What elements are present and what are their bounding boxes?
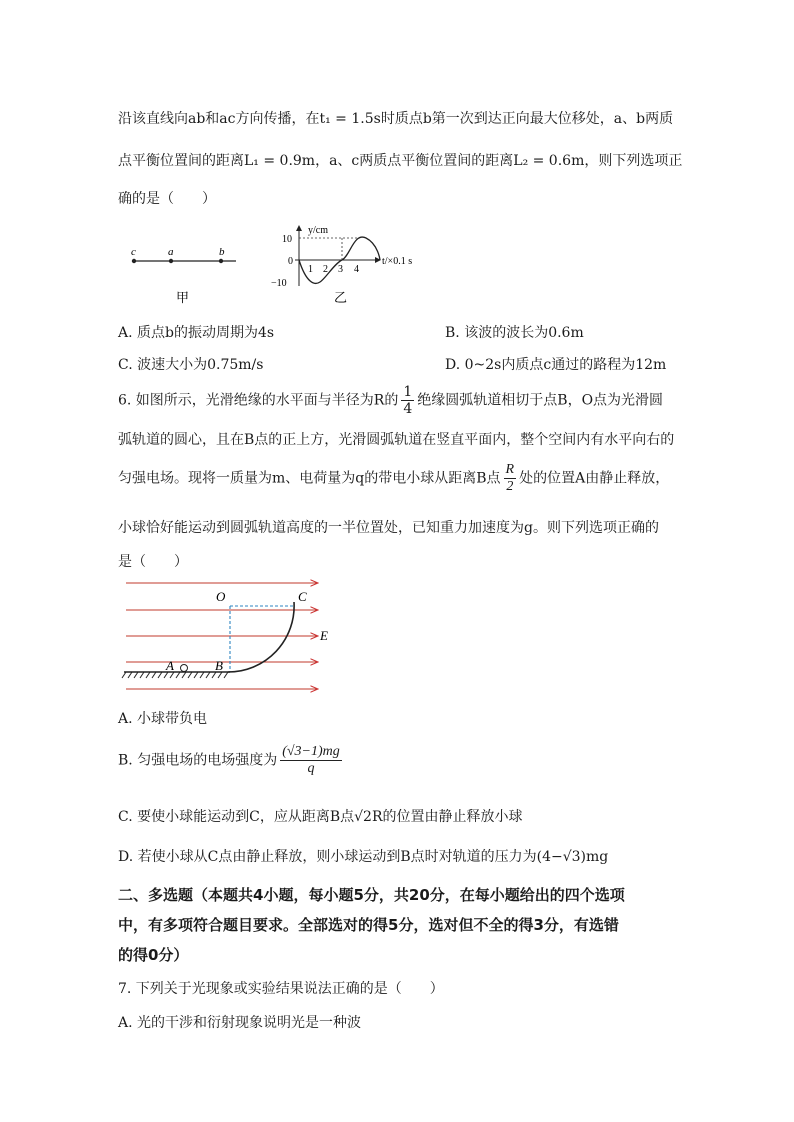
q6-option-d: D. 若使小球从C点由静止释放，则小球运动到B点时对轨道的压力为(4−√3)mg — [118, 849, 609, 865]
q5-option-b: B. 该波的波长为0.6m — [445, 325, 584, 341]
q6-line1-pre: 6. 如图所示，光滑绝缘的水平面与半径为R的 — [118, 392, 399, 409]
q6-stem-line-4: 小球恰好能运动到圆弧轨道高度的一半位置处，已知重力加速度为g。则下列选项正确的 — [118, 520, 659, 536]
fraction-r-half — [504, 462, 517, 495]
section2-header-line-3: 的得0分） — [118, 946, 189, 964]
q6-line3-post: 处的位置A由静止释放， — [519, 470, 670, 487]
q5-option-d: D. 0~2s内质点c通过的路程为12m — [445, 357, 667, 373]
x-tick-4: 4 — [354, 264, 359, 275]
label-e: E — [320, 628, 328, 643]
y-tick-neg10: −10 — [271, 278, 287, 289]
charged-ball — [181, 665, 188, 672]
x-tick-2: 2 — [323, 264, 328, 275]
y-tick-10: 10 — [282, 234, 292, 245]
field-frac-num: (√3−1)mg — [282, 744, 340, 759]
q5-stem-line-3: 确的是（ ） — [118, 191, 216, 207]
q6-option-c: C. 要使小球能运动到C，应从距离B点√2R的位置由静止释放小球 — [118, 809, 523, 825]
section2-header-line-2: 中，有多项符合题目要求。全部选对的得5分，选对但不全的得3分，有选错 — [118, 916, 619, 934]
field-strength-fraction — [280, 744, 342, 777]
q5-stem-line-1: 沿该直线向ab和ac方向传播，在t₁ = 1.5s时质点b第一次到达正向最大位移处，a、b两质 — [118, 111, 674, 127]
q6-option-b-text: B. 匀强电场的电场强度为 — [118, 752, 278, 769]
point-a — [169, 259, 173, 263]
label-c: c — [131, 246, 136, 258]
label-a: a — [168, 246, 174, 258]
q6-stem-line-2: 弧轨道的圆心，且在B点的正上方，光滑圆弧轨道在竖直平面内，整个空间内有水平向右的 — [118, 432, 675, 448]
figure-q6 — [118, 572, 338, 697]
q6-option-a: A. 小球带负电 — [118, 711, 208, 727]
q6-stem-line-5: 是（ ） — [118, 554, 188, 570]
q7-stem: 7. 下列关于光现象或实验结果说法正确的是（ ） — [118, 981, 444, 997]
q5-option-a: A. 质点b的振动周期为4s — [118, 325, 275, 341]
q6-stem-line-3 — [118, 462, 669, 495]
x-tick-1: 1 — [308, 264, 313, 275]
ground-hatching — [122, 672, 228, 678]
label-b: b — [219, 246, 225, 258]
x-tick-3: 3 — [338, 264, 343, 275]
q6-line3-pre: 匀强电场。现将一质量为m、电荷量为q的带电小球从距离B点 — [118, 470, 501, 487]
q6-stem-line-1 — [118, 384, 663, 417]
field-frac-den: q — [307, 761, 315, 776]
q5-stem-line-2: 点平衡位置间的距离L₁ = 0.9m，a、c两质点平衡位置间的距离L₂ = 0.6m，则下列选项正 — [118, 153, 683, 169]
label-c-point: C — [298, 589, 307, 604]
label-b-point: B — [215, 658, 223, 673]
section2-header-line-1: 二、多选题（本题共4小题，每小题5分，共20分，在每小题给出的四个选项 — [118, 886, 625, 904]
y-axis-label: y/cm — [308, 225, 328, 236]
frac2-num: R — [505, 462, 515, 477]
q6-line1-post: 绝缘圆弧轨道相切于点B，O点为光滑圆 — [417, 392, 664, 409]
label-a-point: A — [166, 658, 174, 673]
label-yi: 乙 — [334, 290, 348, 305]
fraction-one-quarter — [401, 384, 414, 417]
frac2-den: 2 — [506, 479, 514, 494]
label-o: O — [216, 589, 226, 604]
figure-yi — [268, 222, 438, 312]
frac1-den: 4 — [403, 401, 413, 417]
point-b — [219, 259, 223, 263]
figure-jia — [124, 240, 244, 305]
q6-option-b — [118, 744, 345, 777]
x-axis-label: t/×0.1 s — [382, 256, 413, 267]
q7-option-a: A. 光的干涉和衍射现象说明光是一种波 — [118, 1015, 362, 1031]
point-c — [132, 259, 136, 263]
label-jia: 甲 — [176, 290, 190, 305]
frac1-num: 1 — [403, 384, 413, 400]
y-tick-0: 0 — [288, 256, 293, 267]
q5-option-c: C. 波速大小为0.75m/s — [118, 357, 264, 373]
